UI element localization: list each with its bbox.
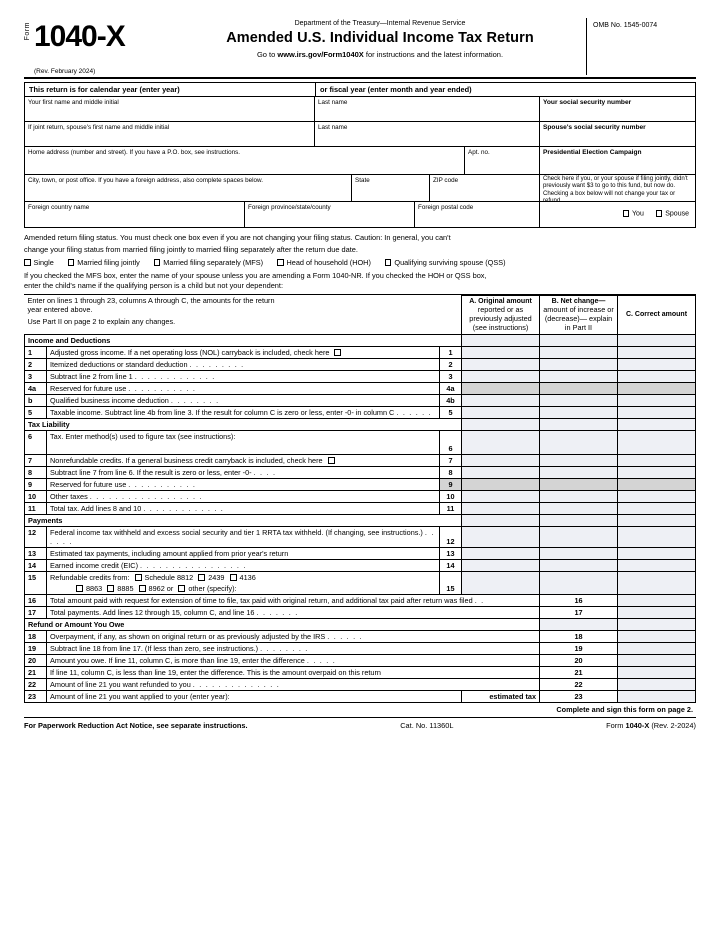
estimated-tax-label: estimated tax (462, 690, 540, 702)
line-desc-18: Overpayment, if any, as shown on original return or as previously adjusted by the IRS . . . . . . (47, 630, 540, 642)
spacer-b-3 (540, 514, 618, 526)
table-row (25, 502, 696, 514)
amended-status-intro-2: change your filing status from married filing jointly to married filing separately after the return due date. (24, 244, 358, 254)
amount-c-1[interactable] (618, 346, 696, 358)
column-c-title: C. Correct amount (625, 311, 688, 319)
table-row (25, 678, 696, 690)
line-desc-4a: Reserved for future use . . . . . . . . . . . (47, 382, 440, 394)
amount-b-10[interactable] (540, 490, 618, 502)
table-row (25, 654, 696, 666)
table-row (25, 666, 696, 678)
foreign-country-field[interactable] (25, 202, 245, 227)
amount-23[interactable] (618, 690, 696, 702)
amount-19[interactable] (618, 642, 696, 654)
table-row (25, 547, 696, 559)
amount-c-15[interactable] (618, 571, 696, 594)
label-form-8863: 8863 (86, 583, 103, 593)
name-row-2 (25, 122, 695, 147)
status-option-qss[interactable] (385, 258, 506, 267)
table-row (25, 642, 696, 654)
amount-b-3[interactable] (540, 370, 618, 382)
checkbox-form-8962[interactable] (139, 585, 146, 592)
spouse-first-name-field[interactable] (25, 122, 315, 146)
amount-b-14[interactable] (540, 559, 618, 571)
line-num-box-5: 5 (439, 406, 461, 418)
presidential-spouse-checkbox[interactable] (656, 210, 663, 217)
amount-21[interactable] (618, 666, 696, 678)
amount-c-6[interactable] (618, 430, 696, 454)
presidential-text: Check here if you, or your spouse if filing jointly, didn't previously want $3 to go to this fund, but now do. Checking a box below will not change your tax or refund. (543, 175, 688, 205)
amount-a-6[interactable] (462, 430, 540, 454)
taxpayer-info-block (24, 96, 696, 228)
amount-b-12[interactable] (540, 526, 618, 547)
line-desc-2: Itemized deductions or standard deduction . . . . . . . . . (47, 358, 440, 370)
paperwork-notice: For Paperwork Reduction Act Notice, see separate instructions. (24, 720, 248, 730)
presidential-you-label: You (632, 210, 644, 218)
line-number-6: 6 (25, 430, 47, 454)
column-header-c (618, 295, 696, 334)
amount-a-2[interactable] (462, 358, 540, 370)
line-num-box-11: 11 (439, 502, 461, 514)
omb-number: OMB No. 1545-0074 (593, 22, 658, 29)
line-number-15: 15 (25, 571, 47, 594)
presidential-you-checkbox[interactable] (623, 210, 630, 217)
presidential-spouse-label: Spouse (665, 210, 689, 218)
label-form-8962: 8962 or (148, 583, 174, 593)
amount-b-9 (540, 478, 618, 490)
table-row (25, 571, 696, 594)
apt-no-label: Apt. no. (468, 148, 490, 156)
line-num-box-12: 12 (439, 526, 461, 547)
spacer-c-3 (618, 514, 696, 526)
line-desc-10: Other taxes . . . . . . . . . . . . . . . . . . (47, 490, 440, 502)
line-desc-23[interactable]: Amount of line 21 you want applied to your (enter year): (47, 690, 462, 702)
status-label-mfs: Married filing separately (MFS) (163, 257, 264, 267)
cat-number: Cat. No. 11360L (400, 720, 454, 730)
your-first-name-field[interactable] (25, 97, 315, 121)
checkbox-mfs[interactable] (154, 259, 161, 266)
status-option-single[interactable] (24, 258, 54, 267)
status-label-single: Single (33, 257, 54, 267)
amount-a-15[interactable] (462, 571, 540, 594)
checkbox-other-specify[interactable] (178, 585, 185, 592)
amount-20[interactable] (618, 654, 696, 666)
line-num-box-15: 15 (439, 571, 461, 594)
amount-c-4a (618, 382, 696, 394)
amount-c-13[interactable] (618, 547, 696, 559)
goto-suffix: for instructions and the latest information. (363, 50, 504, 59)
amended-status-intro-text-1: Amended return filing status. You must check one box even if you are not changing your filing status. Caution: In general, you can't (24, 233, 451, 242)
amended-status-section (24, 233, 696, 295)
line-number-18: 18 (25, 630, 47, 642)
line-desc-16: Total amount paid with request for extension of time to file, tax paid with original return, and additional tax paid after return was filed . . (47, 594, 540, 606)
amount-a-13[interactable] (462, 547, 540, 559)
checkbox-mfj[interactable] (68, 259, 75, 266)
amount-a-4a (462, 382, 540, 394)
mfs-note-1: If you checked the MFS box, enter the name of your spouse unless you are amending a Form 1040-NR. If you checked the HOH or QSS box, (24, 270, 487, 280)
amount-a-1[interactable] (462, 346, 540, 358)
amount-c-14[interactable] (618, 559, 696, 571)
amount-a-7[interactable] (462, 454, 540, 466)
amount-b-8[interactable] (540, 466, 618, 478)
goto-url-line (180, 50, 580, 59)
amount-17[interactable] (618, 606, 696, 618)
line-number-2: 2 (25, 358, 47, 370)
table-row (25, 478, 696, 490)
amount-b-2[interactable] (540, 358, 618, 370)
label-other-specify: other (specify): (188, 583, 237, 593)
line-desc-17: Total payments. Add lines 12 through 15, column C, and line 16 . . . . . . . (47, 606, 540, 618)
goto-url[interactable]: www.irs.gov/Form1040X (277, 50, 364, 59)
spacer-a (462, 334, 540, 346)
status-label-hoh: Head of household (HOH) (286, 257, 371, 267)
amount-c-9 (618, 478, 696, 490)
footer-form-id (606, 721, 696, 730)
line-number-3: 3 (25, 370, 47, 382)
amount-c-7[interactable] (618, 454, 696, 466)
line-num-box-1: 1 (439, 346, 461, 358)
zip-field[interactable] (430, 175, 540, 201)
line-desc-15: Refundable credits from: Schedule 8812 2439 4136 8863 8885 8962 or other (specify): (47, 571, 440, 594)
line-number-10: 10 (25, 490, 47, 502)
footer-form-number: 1040-X (625, 720, 650, 730)
table-row (25, 559, 696, 571)
status-label-qss: Qualifying surviving spouse (QSS) (394, 257, 506, 267)
nol-carryback-checkbox[interactable] (334, 349, 341, 356)
mfs-note-2[interactable]: enter the child's name if the qualifying person is a child but not your dependent: (24, 281, 696, 295)
table-row (25, 454, 696, 466)
amount-b-13[interactable] (540, 547, 618, 559)
presidential-title: Presidential Election Campaign (543, 148, 642, 156)
checkbox-form-8863[interactable] (76, 585, 83, 592)
city-label: City, town, or post office. If you have a foreign address, also complete spaces below. (28, 176, 263, 184)
table-intro-line-3: Use Part II on page 2 to explain any changes. (27, 317, 176, 327)
amount-a-8[interactable] (462, 466, 540, 478)
foreign-postal-label: Foreign postal code (418, 203, 474, 211)
line-number-22: 22 (25, 678, 47, 690)
line-num-box-14: 14 (439, 559, 461, 571)
table-row (25, 630, 696, 642)
amount-a-3[interactable] (462, 370, 540, 382)
section-heading-row (25, 618, 696, 630)
amount-c-2[interactable] (618, 358, 696, 370)
spacer-c-2 (618, 418, 696, 430)
form-number: 1040-X (34, 20, 125, 53)
zip-label: ZIP code (433, 176, 459, 184)
line-number-7: 7 (25, 454, 47, 466)
amount-b-1[interactable] (540, 346, 618, 358)
amount-b-4a (540, 382, 618, 394)
last-name-field-2[interactable] (315, 122, 540, 146)
home-address-field[interactable] (25, 147, 465, 174)
state-field[interactable] (352, 175, 430, 201)
section-payments-heading: Payments (25, 514, 462, 526)
amount-b-4b[interactable] (540, 394, 618, 406)
label-schedule-8812: Schedule 8812 (144, 572, 194, 582)
line-num-box-17: 17 (540, 606, 618, 618)
table-row (25, 526, 696, 547)
your-ssn-field[interactable] (540, 97, 695, 121)
line-number-20: 20 (25, 654, 47, 666)
line-number-9: 9 (25, 478, 47, 490)
amount-a-10[interactable] (462, 490, 540, 502)
amount-b-11[interactable] (540, 502, 618, 514)
section-heading-row (25, 334, 696, 346)
line-desc-3: Subtract line 2 from line 1 . . . . . . . . . . . . . (47, 370, 440, 382)
amount-c-10[interactable] (618, 490, 696, 502)
checkbox-qss[interactable] (385, 259, 392, 266)
line-number-1: 1 (25, 346, 47, 358)
line-desc-19: Subtract line 18 from line 17. (If less than zero, see instructions.) . . . . . . . . (47, 642, 540, 654)
checkbox-schedule-8812[interactable] (135, 574, 142, 581)
line-number-23: 23 (25, 690, 47, 702)
line-desc-6[interactable]: Tax. Enter method(s) used to figure tax (see instructions): (47, 430, 440, 454)
amount-22[interactable] (618, 678, 696, 690)
section-heading-row (25, 418, 696, 430)
spacer-b-2 (540, 418, 618, 430)
line-number-16: 16 (25, 594, 47, 606)
form-footer (24, 717, 696, 730)
table-row (25, 490, 696, 502)
spouse-ssn-label: Spouse's social security number (543, 123, 646, 131)
omb-block (586, 18, 696, 75)
checkbox-hoh[interactable] (277, 259, 284, 266)
amount-a-14[interactable] (462, 559, 540, 571)
table-row (25, 606, 696, 618)
line-num-box-8: 8 (439, 466, 461, 478)
amount-c-12[interactable] (618, 526, 696, 547)
line-number-4a: 4a (25, 382, 47, 394)
table-intro-line-2: year entered above. (27, 305, 93, 315)
line-desc-8: Subtract line 7 from line 6. If the result is zero or less, enter -0- . . . . (47, 466, 440, 478)
last-name-label-1: Last name (318, 98, 348, 106)
calendar-year-field[interactable]: This return is for calendar year (enter year) (29, 85, 180, 94)
amount-a-5[interactable] (462, 406, 540, 418)
amount-c-3[interactable] (618, 370, 696, 382)
column-header-a (462, 295, 540, 334)
table-row (25, 370, 696, 382)
column-b-sub: amount of increase or (decrease)— explain in Part II (543, 305, 614, 332)
checkbox-single[interactable] (24, 259, 31, 266)
column-b-title: B. Net change— (551, 297, 606, 305)
form-identity (24, 18, 174, 75)
line-number-4b: b (25, 394, 47, 406)
status-option-mfs[interactable] (154, 258, 263, 267)
line-num-box-3: 3 (439, 370, 461, 382)
amounts-table (24, 295, 696, 703)
line-desc-13: Estimated tax payments, including amount applied from prior year's return (47, 547, 440, 559)
label-form-2439: 2439 (208, 572, 225, 582)
presidential-checkboxes (540, 202, 695, 227)
checkbox-form-4136[interactable] (230, 574, 237, 581)
line-number-5: 5 (25, 406, 47, 418)
spacer-refund-2 (618, 618, 696, 630)
form-header (24, 18, 696, 79)
form-revision: (Rev. February 2024) (34, 68, 96, 75)
last-name-label-2: Last name (318, 123, 348, 131)
table-row (25, 466, 696, 478)
spacer-a-3 (462, 514, 540, 526)
line-number-17: 17 (25, 606, 47, 618)
table-row (25, 346, 696, 358)
amount-18[interactable] (618, 630, 696, 642)
your-first-name-label: Your first name and middle initial (28, 98, 119, 106)
checkbox-form-2439[interactable] (198, 574, 205, 581)
gbc-carryback-checkbox[interactable] (328, 457, 335, 464)
line-number-12: 12 (25, 526, 47, 547)
spacer-a-2 (462, 418, 540, 430)
amount-16[interactable] (618, 594, 696, 606)
amount-a-9 (462, 478, 540, 490)
status-option-mfj[interactable] (68, 258, 140, 267)
line-num-box-16: 16 (540, 594, 618, 606)
line-num-box-10: 10 (439, 490, 461, 502)
line-num-box-4b: 4b (439, 394, 461, 406)
line-num-box-20: 20 (540, 654, 618, 666)
city-row (25, 175, 695, 205)
amount-c-4b[interactable] (618, 394, 696, 406)
form-title-block (174, 18, 586, 75)
amount-b-6[interactable] (540, 430, 618, 454)
amount-b-15[interactable] (540, 571, 618, 594)
table-row (25, 358, 696, 370)
line-num-box-23: 23 (540, 690, 618, 702)
calendar-year-row (24, 82, 696, 96)
filing-status-options (24, 258, 696, 267)
line-num-box-2: 2 (439, 358, 461, 370)
line-number-13: 13 (25, 547, 47, 559)
table-header-row (25, 295, 696, 334)
line-number-19: 19 (25, 642, 47, 654)
amount-a-11[interactable] (462, 502, 540, 514)
presidential-text-block (540, 175, 695, 205)
home-address-label: Home address (number and street). If you have a P.O. box, see instructions. (28, 148, 240, 156)
line-desc-20: Amount you owe. If line 11, column C, is more than line 19, enter the difference . . . . . (47, 654, 540, 666)
your-ssn-label: Your social security number (543, 98, 632, 106)
line-desc-9: Reserved for future use . . . . . . . . . . . (47, 478, 440, 490)
line-num-box-21: 21 (540, 666, 618, 678)
fiscal-year-field[interactable]: or fiscal year (enter month and year ended) (315, 83, 695, 96)
line-desc-4b: Qualified business income deduction . . . . . . . . (47, 394, 440, 406)
amended-status-intro-1 (24, 233, 696, 243)
section-tax-heading: Tax Liability (25, 418, 462, 430)
foreign-province-field[interactable] (245, 202, 415, 227)
line-desc-14: Earned income credit (EIC) . . . . . . . . . . . . . . . . . (47, 559, 440, 571)
status-option-hoh[interactable] (277, 258, 371, 267)
line-number-21: 21 (25, 666, 47, 678)
column-a-sub: reported or as previously adjusted (see instructions) (469, 305, 532, 332)
last-name-field-1[interactable] (315, 97, 540, 121)
state-label: State (355, 176, 370, 184)
line-num-box-6: 6 (439, 430, 461, 454)
foreign-province-label: Foreign province/state/county (248, 203, 331, 211)
line-num-box-18: 18 (540, 630, 618, 642)
page-title: Amended U.S. Individual Income Tax Return (226, 30, 534, 46)
line-desc-5: Taxable income. Subtract line 4b from line 3. If the result for column C is zero or less, enter -0- in column C . . . . . . (47, 406, 440, 418)
foreign-row (25, 202, 695, 227)
table-row (25, 430, 696, 454)
line-num-box-13: 13 (439, 547, 461, 559)
goto-prefix: Go to (256, 50, 278, 59)
label-form-4136: 4136 (239, 572, 256, 582)
amount-b-7[interactable] (540, 454, 618, 466)
table-row (25, 690, 696, 702)
line-num-box-22: 22 (540, 678, 618, 690)
table-row (25, 594, 696, 606)
section-heading-row (25, 514, 696, 526)
line-number-8: 8 (25, 466, 47, 478)
line-num-box-7: 7 (439, 454, 461, 466)
table-intro-cell (25, 295, 462, 334)
line-number-14: 14 (25, 559, 47, 571)
section-income-heading: Income and Deductions (25, 334, 462, 346)
spacer-c (618, 334, 696, 346)
line-desc-1: Adjusted gross income. If a net operating loss (NOL) carryback is included, check here (47, 346, 440, 358)
footer-form-word: Form (606, 720, 626, 730)
footer-form-rev: (Rev. 2-2024) (649, 720, 696, 730)
line-desc-12: Federal income tax withheld and excess social security and tier 1 RRTA tax withheld. (If changing, see instructions.) . . . . . . (47, 526, 440, 547)
label-form-8885: 8885 (117, 583, 134, 593)
amount-c-8[interactable] (618, 466, 696, 478)
apt-no-field[interactable] (465, 147, 540, 174)
spouse-first-name-label: If joint return, spouse's first name and middle initial (28, 123, 170, 131)
line-desc-11: Total tax. Add lines 8 and 10 . . . . . . . . . . . . . (47, 502, 440, 514)
table-row (25, 394, 696, 406)
table-row (25, 406, 696, 418)
line-desc-22: Amount of line 21 you want refunded to you . . . . . . . . . . . . . . (47, 678, 540, 690)
line-num-box-4a: 4a (439, 382, 461, 394)
name-row-1 (25, 97, 695, 122)
checkbox-form-8885[interactable] (107, 585, 114, 592)
spacer-refund-1 (540, 618, 618, 630)
amount-c-11[interactable] (618, 502, 696, 514)
line-num-box-19: 19 (540, 642, 618, 654)
line-desc-21: If line 11, column C, is less than line 19, enter the difference. This is the amount overpaid on this return (47, 666, 540, 678)
presidential-campaign-block (540, 147, 695, 174)
status-label-mfj: Married filing jointly (77, 257, 140, 267)
amount-c-5[interactable] (618, 406, 696, 418)
amount-b-5[interactable] (540, 406, 618, 418)
foreign-postal-field[interactable] (415, 202, 540, 227)
spouse-ssn-field[interactable] (540, 122, 695, 146)
city-field[interactable] (25, 175, 352, 201)
table-row (25, 382, 696, 394)
department-label: Department of the Treasury—Internal Revenue Service (294, 20, 466, 27)
line-desc-7: Nonrefundable credits. If a general business credit carryback is included, check here (47, 454, 440, 466)
spacer-b (540, 334, 618, 346)
line-number-11: 11 (25, 502, 47, 514)
column-a-title: A. Original amount (469, 297, 532, 305)
address-row (25, 147, 695, 175)
section-refund-heading: Refund or Amount You Owe (25, 618, 540, 630)
foreign-country-label: Foreign country name (28, 203, 90, 211)
amount-a-12[interactable] (462, 526, 540, 547)
table-intro-line-1: Enter on lines 1 through 23, columns A through C, the amounts for the return (27, 296, 275, 306)
form-word-label: Form (24, 22, 31, 41)
line-num-box-9: 9 (439, 478, 461, 490)
complete-sign-note: Complete and sign this form on page 2. (556, 704, 693, 714)
amount-a-4b[interactable] (462, 394, 540, 406)
column-header-b (540, 295, 618, 334)
